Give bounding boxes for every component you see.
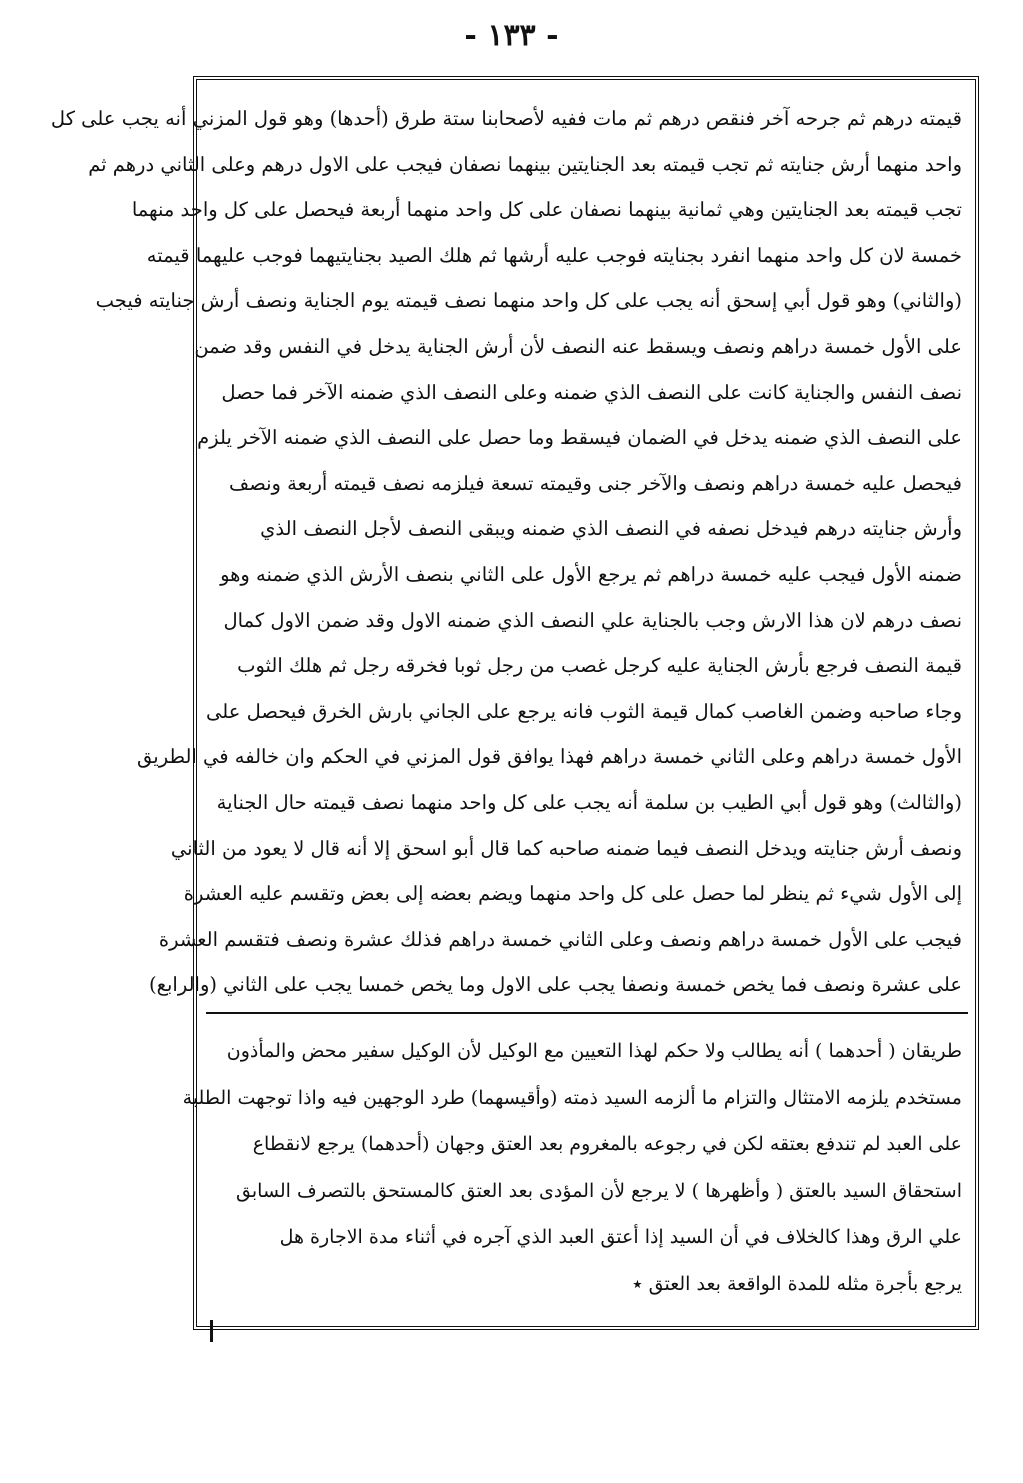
scan-artifact-mark <box>210 1320 213 1342</box>
main-text-line: فيجب على الأول خمسة دراهم ونصف وعلى الثاني خمسة دراهم فذلك عشرة ونصف فتقسم العشرة <box>158 927 962 951</box>
footnote-line: على العبد لم تندفع بعتقه لكن في رجوعه بالمغروم بعد العتق وجهان (أحدهما) يرجع لانقطاع <box>252 1133 962 1155</box>
main-text-line: (والثاني) وهو قول أبي إسحق أنه يجب على كل واحد منهما نصف قيمته يوم الجناية ونصف أرش جنايته فيجب <box>95 289 962 313</box>
footnote-line: طريقان ( أحدهما ) أنه يطالب ولا حكم لهذا التعيين مع الوكيل لأن الوكيل سفير محض والمأذون <box>226 1040 962 1062</box>
footnote-line: مستخدم يلزمه الامتثال والتزام ما ألزمه السيد ذمته (وأقيسهما) طرد الوجهين فيه واذا توجهت الطلبة <box>182 1086 962 1109</box>
main-text-line: تجب قيمته بعد الجنايتين وهي ثمانية بينهما نصفان على كل واحد منهما أربعة فيحصل على كل واحد منهما <box>131 198 962 222</box>
main-text-line: على الأول خمسة دراهم ونصف ويسقط عنه النصف لأن أرش الجناية يدخل في النفس وقد ضمن <box>194 334 962 358</box>
main-text-line: ضمنه الأول فيجب عليه خمسة دراهم ثم يرجع الأول على الثاني بنصف الأرش الذي ضمنه وهو <box>220 562 962 586</box>
main-text-line: فيحصل عليه خمسة دراهم ونصف والآخر جنى وقيمته تسعة فيلزمه نصف قيمته أربعة ونصف <box>229 471 962 495</box>
main-text-line: قيمته درهم ثم جرحه آخر فنقص درهم ثم مات ففيه لأصحابنا ستة طرق (أحدها) وهو قول المزني أنه يجب على كل <box>50 107 962 130</box>
main-text-line: ونصف أرش جنايته ويدخل النصف فيما ضمنه صاحبه كما قال أبو اسحق إلا أنه قال لا يعود من الثاني <box>170 836 962 860</box>
main-text-line: وجاء صاحبه وضمن الغاصب كمال قيمة الثوب فانه يرجع على الجاني بارش الخرق فيحصل على <box>206 699 962 723</box>
main-text-line: نصف النفس والجناية كانت على النصف الذي ضمنه وعلى النصف الذي ضمنه الآخر فما حصل <box>221 380 962 404</box>
footnote-block <box>182 1028 962 1307</box>
main-text-line: إلى الأول شيء ثم ينظر لما حصل على كل واحد منهما ويضم بعضه إلى بعض وتقسم عليه العشرة <box>183 882 962 906</box>
main-text-line: وأرش جنايته درهم فيدخل نصفه في النصف الذي ضمنه ويبقى النصف لأجل النصف الذي <box>260 517 962 541</box>
footnote-line: يرجع بأجرة مثله للمدة الواقعة بعد العتق ٭ <box>632 1272 962 1295</box>
footnote-line: علي الرق وهذا كالخلاف في أن السيد إذا أعتق العبد الذي آجره في أثناء مدة الاجارة هل <box>279 1226 962 1248</box>
main-text-line: على النصف الذي ضمنه يدخل في الضمان فيسقط وما حصل على النصف الذي ضمنه الآخر يلزم <box>197 426 962 450</box>
main-text-line: الأول خمسة دراهم وعلى الثاني خمسة دراهم فهذا يوافق قول المزني في الحكم وان خالفه في الطريق <box>137 745 962 769</box>
main-text-line: خمسة لان كل واحد منهما انفرد بجنايته فوجب عليه أرشها ثم هلك الصيد بجنايتيهما فوجب عليهما قيمته <box>146 243 962 267</box>
main-text-block <box>50 96 962 1008</box>
footnote-line: استحقاق السيد بالعتق ( وأظهرها ) لا يرجع لأن المؤدى بعد العتق كالمستحق بالتصرف السابق <box>236 1179 962 1202</box>
page-number: - ١٣٣ - <box>464 18 559 53</box>
main-text-line: واحد منهما أرش جنايته ثم تجب قيمته بعد الجنايتين بينهما نصفان فيجب على الاول درهم وعلى الثاني درهم ثم <box>88 152 962 176</box>
footnote-divider <box>206 1012 968 1014</box>
main-text-line: نصف درهم لان هذا الارش وجب بالجناية علي النصف الذي ضمنه الاول وقد ضمن الاول كمال <box>223 608 962 632</box>
main-text-line: (والثالث) وهو قول أبي الطيب بن سلمة أنه يجب على كل واحد منهما نصف قيمته حال الجناية <box>216 790 962 814</box>
main-text-line: قيمة النصف فرجع بأرش الجناية عليه كرجل غصب من رجل ثوبا فخرقه رجل ثم هلك الثوب <box>237 654 962 678</box>
main-text-line: على عشرة ونصف فما يخص خمسة ونصفا يجب على الاول وما يخص خمسا يجب على الثاني (والرابع) <box>149 973 962 997</box>
